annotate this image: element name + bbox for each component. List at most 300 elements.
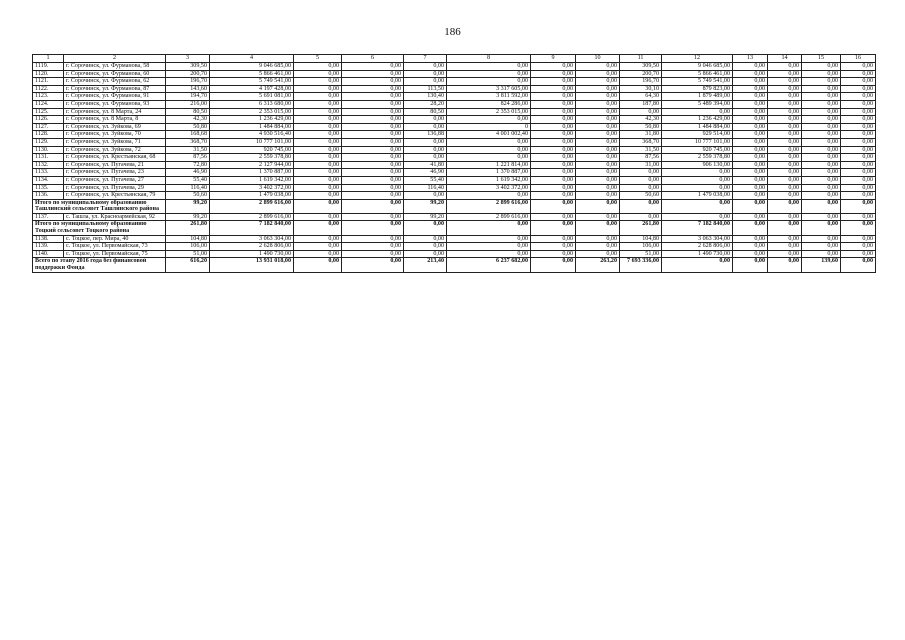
value-cell: 0,00 bbox=[404, 78, 447, 86]
value-cell: 0,00 bbox=[294, 108, 342, 116]
column-number-cell: 6 bbox=[342, 55, 404, 63]
value-cell: 0,00 bbox=[841, 85, 876, 93]
value-cell: 31,80 bbox=[620, 131, 662, 139]
column-number-cell: 1 bbox=[33, 55, 64, 63]
value-cell: 0,00 bbox=[802, 123, 841, 131]
value-cell: 55,40 bbox=[166, 176, 210, 184]
value-cell: 0,00 bbox=[733, 184, 768, 192]
value-cell: 0,00 bbox=[294, 176, 342, 184]
value-cell: 28,20 bbox=[404, 100, 447, 108]
value-cell: 0,00 bbox=[404, 146, 447, 154]
value-cell: 0,00 bbox=[620, 108, 662, 116]
table-row bbox=[33, 146, 876, 154]
value-cell: 0,00 bbox=[294, 184, 342, 192]
column-number-cell: 2 bbox=[64, 55, 166, 63]
total-label: Итого по муниципальному образованию Тоцкий сельсовет Тоцкого района bbox=[33, 221, 166, 235]
value-cell: 0,00 bbox=[531, 192, 576, 200]
value-cell: 0,00 bbox=[576, 138, 620, 146]
value-cell: 0,00 bbox=[342, 199, 404, 213]
value-cell: 906 130,00 bbox=[662, 161, 733, 169]
value-cell: 0,00 bbox=[576, 176, 620, 184]
value-cell: 0,00 bbox=[342, 131, 404, 139]
value-cell: 0,00 bbox=[576, 250, 620, 258]
value-cell: 0,00 bbox=[662, 176, 733, 184]
value-cell: 1 236 429,00 bbox=[662, 116, 733, 124]
value-cell: 0,00 bbox=[802, 85, 841, 93]
value-cell: 0,00 bbox=[576, 184, 620, 192]
value-cell: 0,00 bbox=[294, 78, 342, 86]
value-cell: 1 619 342,00 bbox=[447, 176, 531, 184]
value-cell: 0,00 bbox=[802, 213, 841, 221]
value-cell: 0,00 bbox=[531, 258, 576, 272]
value-cell: 0,00 bbox=[768, 100, 802, 108]
value-cell: 1 221 814,00 bbox=[447, 161, 531, 169]
column-number-cell: 4 bbox=[210, 55, 294, 63]
column-number-row bbox=[33, 55, 876, 63]
value-cell: 41,80 bbox=[404, 161, 447, 169]
value-cell: 213,40 bbox=[404, 258, 447, 272]
value-cell: 2 559 378,80 bbox=[210, 154, 294, 162]
row-index: 1133. bbox=[33, 169, 64, 177]
value-cell: 920 745,00 bbox=[210, 146, 294, 154]
value-cell: 0,00 bbox=[294, 213, 342, 221]
value-cell: 0,00 bbox=[733, 63, 768, 71]
value-cell: 0,00 bbox=[733, 192, 768, 200]
value-cell: 0,00 bbox=[802, 161, 841, 169]
value-cell: 0,00 bbox=[802, 116, 841, 124]
value-cell: 0,00 bbox=[576, 243, 620, 251]
value-cell: 6 237 682,00 bbox=[447, 258, 531, 272]
value-cell: 51,00 bbox=[620, 250, 662, 258]
value-cell: 200,70 bbox=[620, 70, 662, 78]
value-cell: 0,00 bbox=[768, 184, 802, 192]
value-cell: 200,70 bbox=[166, 70, 210, 78]
value-cell: 0,00 bbox=[576, 192, 620, 200]
column-number-cell: 13 bbox=[733, 55, 768, 63]
value-cell: 0,00 bbox=[576, 116, 620, 124]
value-cell: 0,00 bbox=[841, 213, 876, 221]
value-cell: 0,00 bbox=[447, 70, 531, 78]
value-cell: 0,00 bbox=[294, 258, 342, 272]
value-cell: 116,40 bbox=[166, 184, 210, 192]
value-cell: 0,00 bbox=[733, 213, 768, 221]
value-cell: 0,00 bbox=[294, 146, 342, 154]
value-cell: 0,00 bbox=[802, 250, 841, 258]
value-cell: 0,00 bbox=[620, 176, 662, 184]
value-cell: 0,00 bbox=[342, 146, 404, 154]
value-cell: 31,00 bbox=[620, 161, 662, 169]
table-row bbox=[33, 116, 876, 124]
value-cell: 368,70 bbox=[166, 138, 210, 146]
value-cell: 13 931 018,00 bbox=[210, 258, 294, 272]
value-cell: 2 628 806,00 bbox=[210, 243, 294, 251]
table-row bbox=[33, 161, 876, 169]
value-cell: 0,00 bbox=[531, 138, 576, 146]
value-cell: 0,00 bbox=[294, 243, 342, 251]
value-cell: 0,00 bbox=[404, 154, 447, 162]
row-index: 1119. bbox=[33, 63, 64, 71]
value-cell: 0,00 bbox=[802, 100, 841, 108]
table-row bbox=[33, 93, 876, 101]
value-cell: 113,50 bbox=[404, 85, 447, 93]
value-cell: 0,00 bbox=[841, 123, 876, 131]
value-cell: 0,00 bbox=[294, 70, 342, 78]
row-index: 1123. bbox=[33, 93, 64, 101]
value-cell: 0,00 bbox=[576, 100, 620, 108]
row-index: 1134. bbox=[33, 176, 64, 184]
value-cell: 99,20 bbox=[166, 213, 210, 221]
value-cell: 9 046 685,00 bbox=[210, 63, 294, 71]
value-cell: 0,00 bbox=[841, 184, 876, 192]
value-cell: 929 514,00 bbox=[662, 131, 733, 139]
value-cell: 309,50 bbox=[620, 63, 662, 71]
value-cell: 46,90 bbox=[404, 169, 447, 177]
page-number: 186 bbox=[444, 26, 461, 38]
value-cell: 0,00 bbox=[576, 85, 620, 93]
value-cell: 0,00 bbox=[531, 63, 576, 71]
value-cell: 261,80 bbox=[620, 221, 662, 235]
value-cell: 0,00 bbox=[733, 85, 768, 93]
row-index: 1120. bbox=[33, 70, 64, 78]
value-cell: 0,00 bbox=[342, 70, 404, 78]
value-cell: 0,00 bbox=[841, 221, 876, 235]
address-cell: г. Сорочинск, ул. Пугачева, 21 bbox=[64, 161, 166, 169]
value-cell: 0,00 bbox=[342, 123, 404, 131]
table-row bbox=[33, 123, 876, 131]
value-cell: 1 479 038,00 bbox=[210, 192, 294, 200]
column-number-cell: 16 bbox=[841, 55, 876, 63]
table-row bbox=[33, 85, 876, 93]
value-cell: 0,00 bbox=[294, 250, 342, 258]
value-cell: 0,00 bbox=[294, 235, 342, 243]
value-cell: 6 313 680,00 bbox=[210, 100, 294, 108]
value-cell: 3 063 304,00 bbox=[662, 235, 733, 243]
value-cell: 0,00 bbox=[342, 235, 404, 243]
row-index: 1132. bbox=[33, 161, 64, 169]
value-cell: 50,80 bbox=[166, 123, 210, 131]
value-cell: 0,00 bbox=[294, 100, 342, 108]
value-cell: 0,00 bbox=[294, 192, 342, 200]
row-index: 1122. bbox=[33, 85, 64, 93]
value-cell: 0,00 bbox=[768, 199, 802, 213]
address-cell: с. Тоцкое, ул. Первомайская, 73 bbox=[64, 243, 166, 251]
value-cell: 5 866 461,00 bbox=[662, 70, 733, 78]
value-cell: 0,00 bbox=[802, 221, 841, 235]
table-row bbox=[33, 243, 876, 251]
value-cell: 0,00 bbox=[841, 93, 876, 101]
value-cell: 0,00 bbox=[841, 131, 876, 139]
column-number-cell: 8 bbox=[447, 55, 531, 63]
value-cell: 0,00 bbox=[733, 123, 768, 131]
value-cell: 0,00 bbox=[576, 63, 620, 71]
value-cell: 0,00 bbox=[531, 108, 576, 116]
value-cell: 136,88 bbox=[404, 131, 447, 139]
value-cell: 3 402 372,00 bbox=[447, 184, 531, 192]
value-cell: 0,00 bbox=[342, 243, 404, 251]
value-cell: 0,00 bbox=[342, 213, 404, 221]
value-cell: 0,00 bbox=[531, 116, 576, 124]
value-cell: 50,80 bbox=[620, 123, 662, 131]
value-cell: 0,00 bbox=[342, 258, 404, 272]
row-index: 1135. bbox=[33, 184, 64, 192]
value-cell: 50,60 bbox=[620, 192, 662, 200]
value-cell: 5 749 541,00 bbox=[210, 78, 294, 86]
value-cell: 0,00 bbox=[531, 199, 576, 213]
value-cell: 0,00 bbox=[294, 138, 342, 146]
value-cell: 0,00 bbox=[768, 138, 802, 146]
value-cell: 0,00 bbox=[576, 131, 620, 139]
table-row bbox=[33, 138, 876, 146]
value-cell: 0,00 bbox=[342, 100, 404, 108]
value-cell: 0,00 bbox=[294, 131, 342, 139]
value-cell: 0,00 bbox=[531, 70, 576, 78]
column-number-cell: 7 bbox=[404, 55, 447, 63]
value-cell: 2 899 616,00 bbox=[447, 199, 531, 213]
value-cell: 116,40 bbox=[404, 184, 447, 192]
address-cell: с. Тоцкое, ул. Первомайская, 75 bbox=[64, 250, 166, 258]
value-cell: 0,00 bbox=[576, 213, 620, 221]
address-cell: г. Сорочинск, ул. Фурманова, 87 bbox=[64, 85, 166, 93]
value-cell: 196,70 bbox=[166, 78, 210, 86]
value-cell: 0,00 bbox=[802, 146, 841, 154]
value-cell: 0,00 bbox=[733, 108, 768, 116]
value-cell: 0,00 bbox=[342, 108, 404, 116]
value-cell: 1 484 884,00 bbox=[210, 123, 294, 131]
value-cell: 0,00 bbox=[404, 70, 447, 78]
value-cell: 30,10 bbox=[620, 85, 662, 93]
value-cell: 0,00 bbox=[531, 93, 576, 101]
value-cell: 0,00 bbox=[531, 184, 576, 192]
value-cell: 0,00 bbox=[768, 154, 802, 162]
value-cell: 0,00 bbox=[294, 221, 342, 235]
row-index: 1124. bbox=[33, 100, 64, 108]
value-cell: 216,00 bbox=[166, 100, 210, 108]
table-row bbox=[33, 169, 876, 177]
value-cell: 0,00 bbox=[841, 63, 876, 71]
value-cell: 0,00 bbox=[768, 176, 802, 184]
value-cell: 0,00 bbox=[733, 70, 768, 78]
value-cell: 2 353 015,00 bbox=[447, 108, 531, 116]
row-index: 1125. bbox=[33, 108, 64, 116]
value-cell: 1 370 887,00 bbox=[447, 169, 531, 177]
value-cell: 0,00 bbox=[342, 63, 404, 71]
table-row bbox=[33, 78, 876, 86]
address-cell: г. Сорочинск, ул. Фурманова, 58 bbox=[64, 63, 166, 71]
value-cell: 0,00 bbox=[733, 169, 768, 177]
value-cell: 0,00 bbox=[531, 235, 576, 243]
value-cell: 2 899 616,00 bbox=[447, 213, 531, 221]
value-cell: 0,00 bbox=[342, 169, 404, 177]
value-cell: 0,00 bbox=[531, 176, 576, 184]
column-number-cell: 5 bbox=[294, 55, 342, 63]
value-cell: 0,00 bbox=[576, 108, 620, 116]
value-cell: 0,00 bbox=[531, 131, 576, 139]
value-cell: 0,00 bbox=[768, 85, 802, 93]
value-cell: 130,40 bbox=[404, 93, 447, 101]
value-cell: 0,00 bbox=[802, 199, 841, 213]
value-cell: 2 559 378,80 bbox=[662, 154, 733, 162]
value-cell: 0,00 bbox=[294, 123, 342, 131]
value-cell: 7 182 840,00 bbox=[210, 221, 294, 235]
value-cell: 0,00 bbox=[768, 78, 802, 86]
value-cell: 261,80 bbox=[166, 221, 210, 235]
value-cell: 0,00 bbox=[768, 63, 802, 71]
address-cell: г. Сорочинск, ул. Пугачева, 27 bbox=[64, 176, 166, 184]
value-cell: 0,00 bbox=[531, 78, 576, 86]
value-cell: 1 619 342,00 bbox=[210, 176, 294, 184]
value-cell: 0,00 bbox=[768, 169, 802, 177]
row-index: 1138. bbox=[33, 235, 64, 243]
value-cell: 0,00 bbox=[447, 78, 531, 86]
value-cell: 106,00 bbox=[620, 243, 662, 251]
address-cell: г. Сорочинск, ул. Фурманова, 93 bbox=[64, 100, 166, 108]
value-cell: 309,50 bbox=[166, 63, 210, 71]
value-cell: 0,00 bbox=[404, 250, 447, 258]
value-cell: 0,00 bbox=[294, 154, 342, 162]
value-cell: 0,00 bbox=[531, 100, 576, 108]
value-cell: 87,56 bbox=[620, 154, 662, 162]
value-cell: 0,00 bbox=[662, 258, 733, 272]
address-cell: г. Сорочинск, ул. Фурманова, 62 bbox=[64, 78, 166, 86]
address-cell: г. Сорочинск, ул. Зуйкова, 71 bbox=[64, 138, 166, 146]
value-cell: 0,00 bbox=[294, 63, 342, 71]
value-cell: 0,00 bbox=[342, 184, 404, 192]
value-cell: 0,00 bbox=[802, 154, 841, 162]
value-cell: 0,00 bbox=[342, 78, 404, 86]
value-cell: 0,00 bbox=[768, 221, 802, 235]
value-cell: 0,00 bbox=[841, 235, 876, 243]
value-cell: 187,80 bbox=[620, 100, 662, 108]
address-cell: г. Сорочинск, ул. Пугачева, 29 bbox=[64, 184, 166, 192]
value-cell: 0,00 bbox=[531, 250, 576, 258]
value-cell: 0,00 bbox=[531, 213, 576, 221]
value-cell: 0,00 bbox=[768, 235, 802, 243]
value-cell: 0,00 bbox=[841, 108, 876, 116]
value-cell: 0,00 bbox=[662, 213, 733, 221]
value-cell: 0,00 bbox=[447, 146, 531, 154]
total-label: Итого по муниципальному образованию Ташлинский сельсовет Ташлинского района bbox=[33, 199, 166, 213]
value-cell: 0,00 bbox=[733, 221, 768, 235]
value-cell: 0,00 bbox=[294, 93, 342, 101]
value-cell: 0,00 bbox=[841, 146, 876, 154]
value-cell: 0,00 bbox=[662, 108, 733, 116]
value-cell: 0,00 bbox=[447, 192, 531, 200]
table-row bbox=[33, 154, 876, 162]
value-cell: 0,00 bbox=[576, 169, 620, 177]
value-cell: 4 001 002,40 bbox=[447, 131, 531, 139]
value-cell: 0,00 bbox=[576, 70, 620, 78]
row-index: 1140. bbox=[33, 250, 64, 258]
value-cell: 0,00 bbox=[620, 184, 662, 192]
value-cell: 0,00 bbox=[802, 138, 841, 146]
value-cell: 920 745,00 bbox=[662, 146, 733, 154]
value-cell: 0,00 bbox=[576, 235, 620, 243]
row-index: 1121. bbox=[33, 78, 64, 86]
value-cell: 0,00 bbox=[733, 100, 768, 108]
value-cell: 46,90 bbox=[166, 169, 210, 177]
value-cell: 0,00 bbox=[802, 184, 841, 192]
value-cell: 0,00 bbox=[733, 176, 768, 184]
value-cell: 104,80 bbox=[620, 235, 662, 243]
value-cell: 0,00 bbox=[404, 221, 447, 235]
row-index: 1136. bbox=[33, 192, 64, 200]
value-cell: 0,00 bbox=[802, 78, 841, 86]
value-cell: 0,00 bbox=[531, 221, 576, 235]
value-cell: 3 317 605,00 bbox=[447, 85, 531, 93]
value-cell: 0,00 bbox=[733, 93, 768, 101]
value-cell: 0,00 bbox=[733, 78, 768, 86]
value-cell: 0,00 bbox=[802, 243, 841, 251]
row-index: 1130. bbox=[33, 146, 64, 154]
value-cell: 80,50 bbox=[166, 108, 210, 116]
value-cell: 0,00 bbox=[342, 176, 404, 184]
value-cell: 99,20 bbox=[166, 199, 210, 213]
row-index: 1127. bbox=[33, 123, 64, 131]
address-cell: г. Сорочинск, ул. Крестьянская, 79 bbox=[64, 192, 166, 200]
table-row bbox=[33, 184, 876, 192]
value-cell: 0,00 bbox=[447, 116, 531, 124]
value-cell: 0,00 bbox=[404, 243, 447, 251]
table-row bbox=[33, 235, 876, 243]
value-cell: 2 127 944,00 bbox=[210, 161, 294, 169]
value-cell: 0,00 bbox=[802, 93, 841, 101]
value-cell: 0,00 bbox=[733, 138, 768, 146]
value-cell: 2 353 015,00 bbox=[210, 108, 294, 116]
value-cell: 0,00 bbox=[576, 78, 620, 86]
table-row bbox=[33, 100, 876, 108]
row-index: 1126. bbox=[33, 116, 64, 124]
value-cell: 0,00 bbox=[733, 154, 768, 162]
value-cell: 0,00 bbox=[733, 146, 768, 154]
value-cell: 0,00 bbox=[342, 192, 404, 200]
value-cell: 0,00 bbox=[531, 154, 576, 162]
value-cell: 879 823,00 bbox=[662, 85, 733, 93]
value-cell: 0,00 bbox=[841, 250, 876, 258]
value-cell: 0 bbox=[447, 123, 531, 131]
value-cell: 0,00 bbox=[531, 123, 576, 131]
value-cell: 0,00 bbox=[620, 199, 662, 213]
value-cell: 0,00 bbox=[531, 243, 576, 251]
value-cell: 42,30 bbox=[166, 116, 210, 124]
value-cell: 3 811 592,00 bbox=[447, 93, 531, 101]
value-cell: 0,00 bbox=[841, 78, 876, 86]
value-cell: 2 899 616,00 bbox=[210, 199, 294, 213]
table-row bbox=[33, 213, 876, 221]
value-cell: 263,20 bbox=[576, 258, 620, 272]
column-number-cell: 12 bbox=[662, 55, 733, 63]
value-cell: 0,00 bbox=[447, 221, 531, 235]
value-cell: 194,70 bbox=[166, 93, 210, 101]
value-cell: 7 182 840,00 bbox=[662, 221, 733, 235]
value-cell: 0,00 bbox=[841, 70, 876, 78]
value-cell: 0,00 bbox=[576, 146, 620, 154]
value-cell: 42,30 bbox=[620, 116, 662, 124]
value-cell: 0,00 bbox=[404, 235, 447, 243]
total-row bbox=[33, 199, 876, 213]
value-cell: 0,00 bbox=[447, 250, 531, 258]
value-cell: 31,50 bbox=[166, 146, 210, 154]
value-cell: 2 628 806,00 bbox=[662, 243, 733, 251]
value-cell: 0,00 bbox=[768, 108, 802, 116]
table-row bbox=[33, 108, 876, 116]
value-cell: 0,00 bbox=[841, 116, 876, 124]
column-number-cell: 11 bbox=[620, 55, 662, 63]
column-number-cell: 9 bbox=[531, 55, 576, 63]
value-cell: 0,00 bbox=[342, 138, 404, 146]
value-cell: 0,00 bbox=[768, 93, 802, 101]
value-cell: 0,00 bbox=[802, 192, 841, 200]
value-cell: 1 236 429,00 bbox=[210, 116, 294, 124]
